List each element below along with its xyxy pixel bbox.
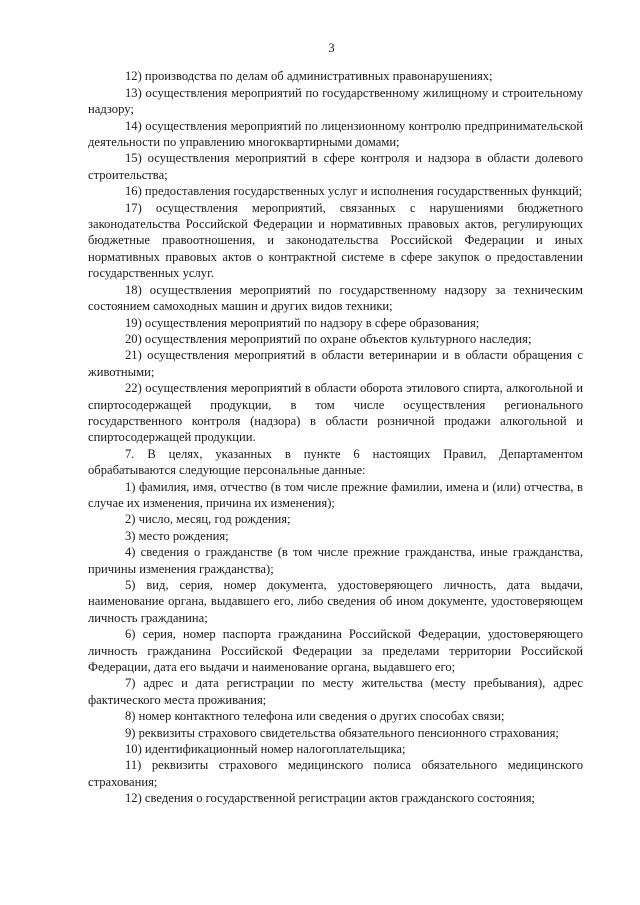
paragraph: 7. В целях, указанных в пункте 6 настоящих Правил, Департаментом обрабатываются следующие персональные данные: — [88, 446, 583, 478]
paragraph: 19) осуществления мероприятий по надзору в сфере образования; — [125, 315, 480, 330]
paragraph: 4) сведения о гражданстве (в том числе прежние гражданства, иные гражданства, причины изменения гражданства); — [88, 545, 583, 576]
paragraph: 10) идентификационный номер налогоплательщика; — [125, 742, 406, 757]
paragraph: 14) осуществления мероприятий по лицензионному контролю предпринимательской деятельности по управлению многоквартирными домами; — [88, 118, 583, 150]
paragraph: 7) адрес и дата регистрации по месту жительства (месту пребывания), адрес фактического места проживания; — [88, 676, 583, 707]
document-body — [88, 68, 583, 806]
paragraph: 15) осуществления мероприятий в сфере контроля и надзора в области долевого строительства; — [88, 151, 583, 182]
paragraph: 12) сведения о государственной регистрации актов гражданского состояния; — [125, 791, 536, 806]
paragraph: 9) реквизиты страхового свидетельства обязательного пенсионного страхования; — [125, 725, 559, 740]
paragraph: 8) номер контактного телефона или сведения о других способах связи; — [125, 709, 505, 724]
paragraph: 16) предоставления государственных услуг и исполнения государственных функций; — [125, 184, 583, 199]
paragraph: 13) осуществления мероприятий по государственному жилищному и строительному надзору; — [88, 85, 583, 117]
page-number: 3 — [328, 41, 335, 55]
paragraph: 17) осуществления мероприятий, связанных с нарушениями бюджетного законодательства Российской Федерации и нормативных правовых актов, регулирующих бюджетные правоотношения, и законодательства Российской Федерации и иных нормативных правовых актов о контрактной системе в сфере закупок о предоставлении государственных услуг. — [88, 200, 583, 281]
paragraph: 2) число, месяц, год рождения; — [125, 512, 291, 527]
paragraph: 12) производства по делам об административных правонарушениях; — [125, 69, 493, 84]
paragraph: 20) осуществления мероприятий по охране объектов культурного наследия; — [125, 331, 532, 346]
paragraph: 22) осуществления мероприятий в области оборота этилового спирта, алкогольной и спиртосодержащей продукции, в том числе осуществления регионального государственного контроля (надзора) в области розничной продажи алкогольной и спиртосодержащей продукции. — [88, 381, 583, 445]
paragraph: 11) реквизиты страхового медицинского полиса обязательного медицинского страхования; — [88, 758, 583, 789]
paragraph: 6) серия, номер паспорта гражданина Российской Федерации, удостоверяющего личность гражданина Российской Федерации за пределами территории Российской Федерации, дата его выдачи и наименование органа, выдавшего его; — [88, 627, 583, 675]
paragraph: 18) осуществления мероприятий по государственному надзору за техническим состоянием самоходных машин и других видов техники; — [88, 282, 583, 314]
paragraph: 3) место рождения; — [125, 528, 229, 543]
paragraph: 21) осуществления мероприятий в области ветеринарии и в области обращения с животными; — [88, 348, 583, 379]
paragraph: 5) вид, серия, номер документа, удостоверяющего личность, дата выдачи, наименование органа, выдавшего его, либо сведения об ином документе, удостоверяющем личность гражданина; — [88, 578, 583, 625]
paragraph: 1) фамилия, имя, отчество (в том числе прежние фамилии, имена и (или) отчества, в случае их изменения, причина их изменения); — [88, 479, 583, 510]
